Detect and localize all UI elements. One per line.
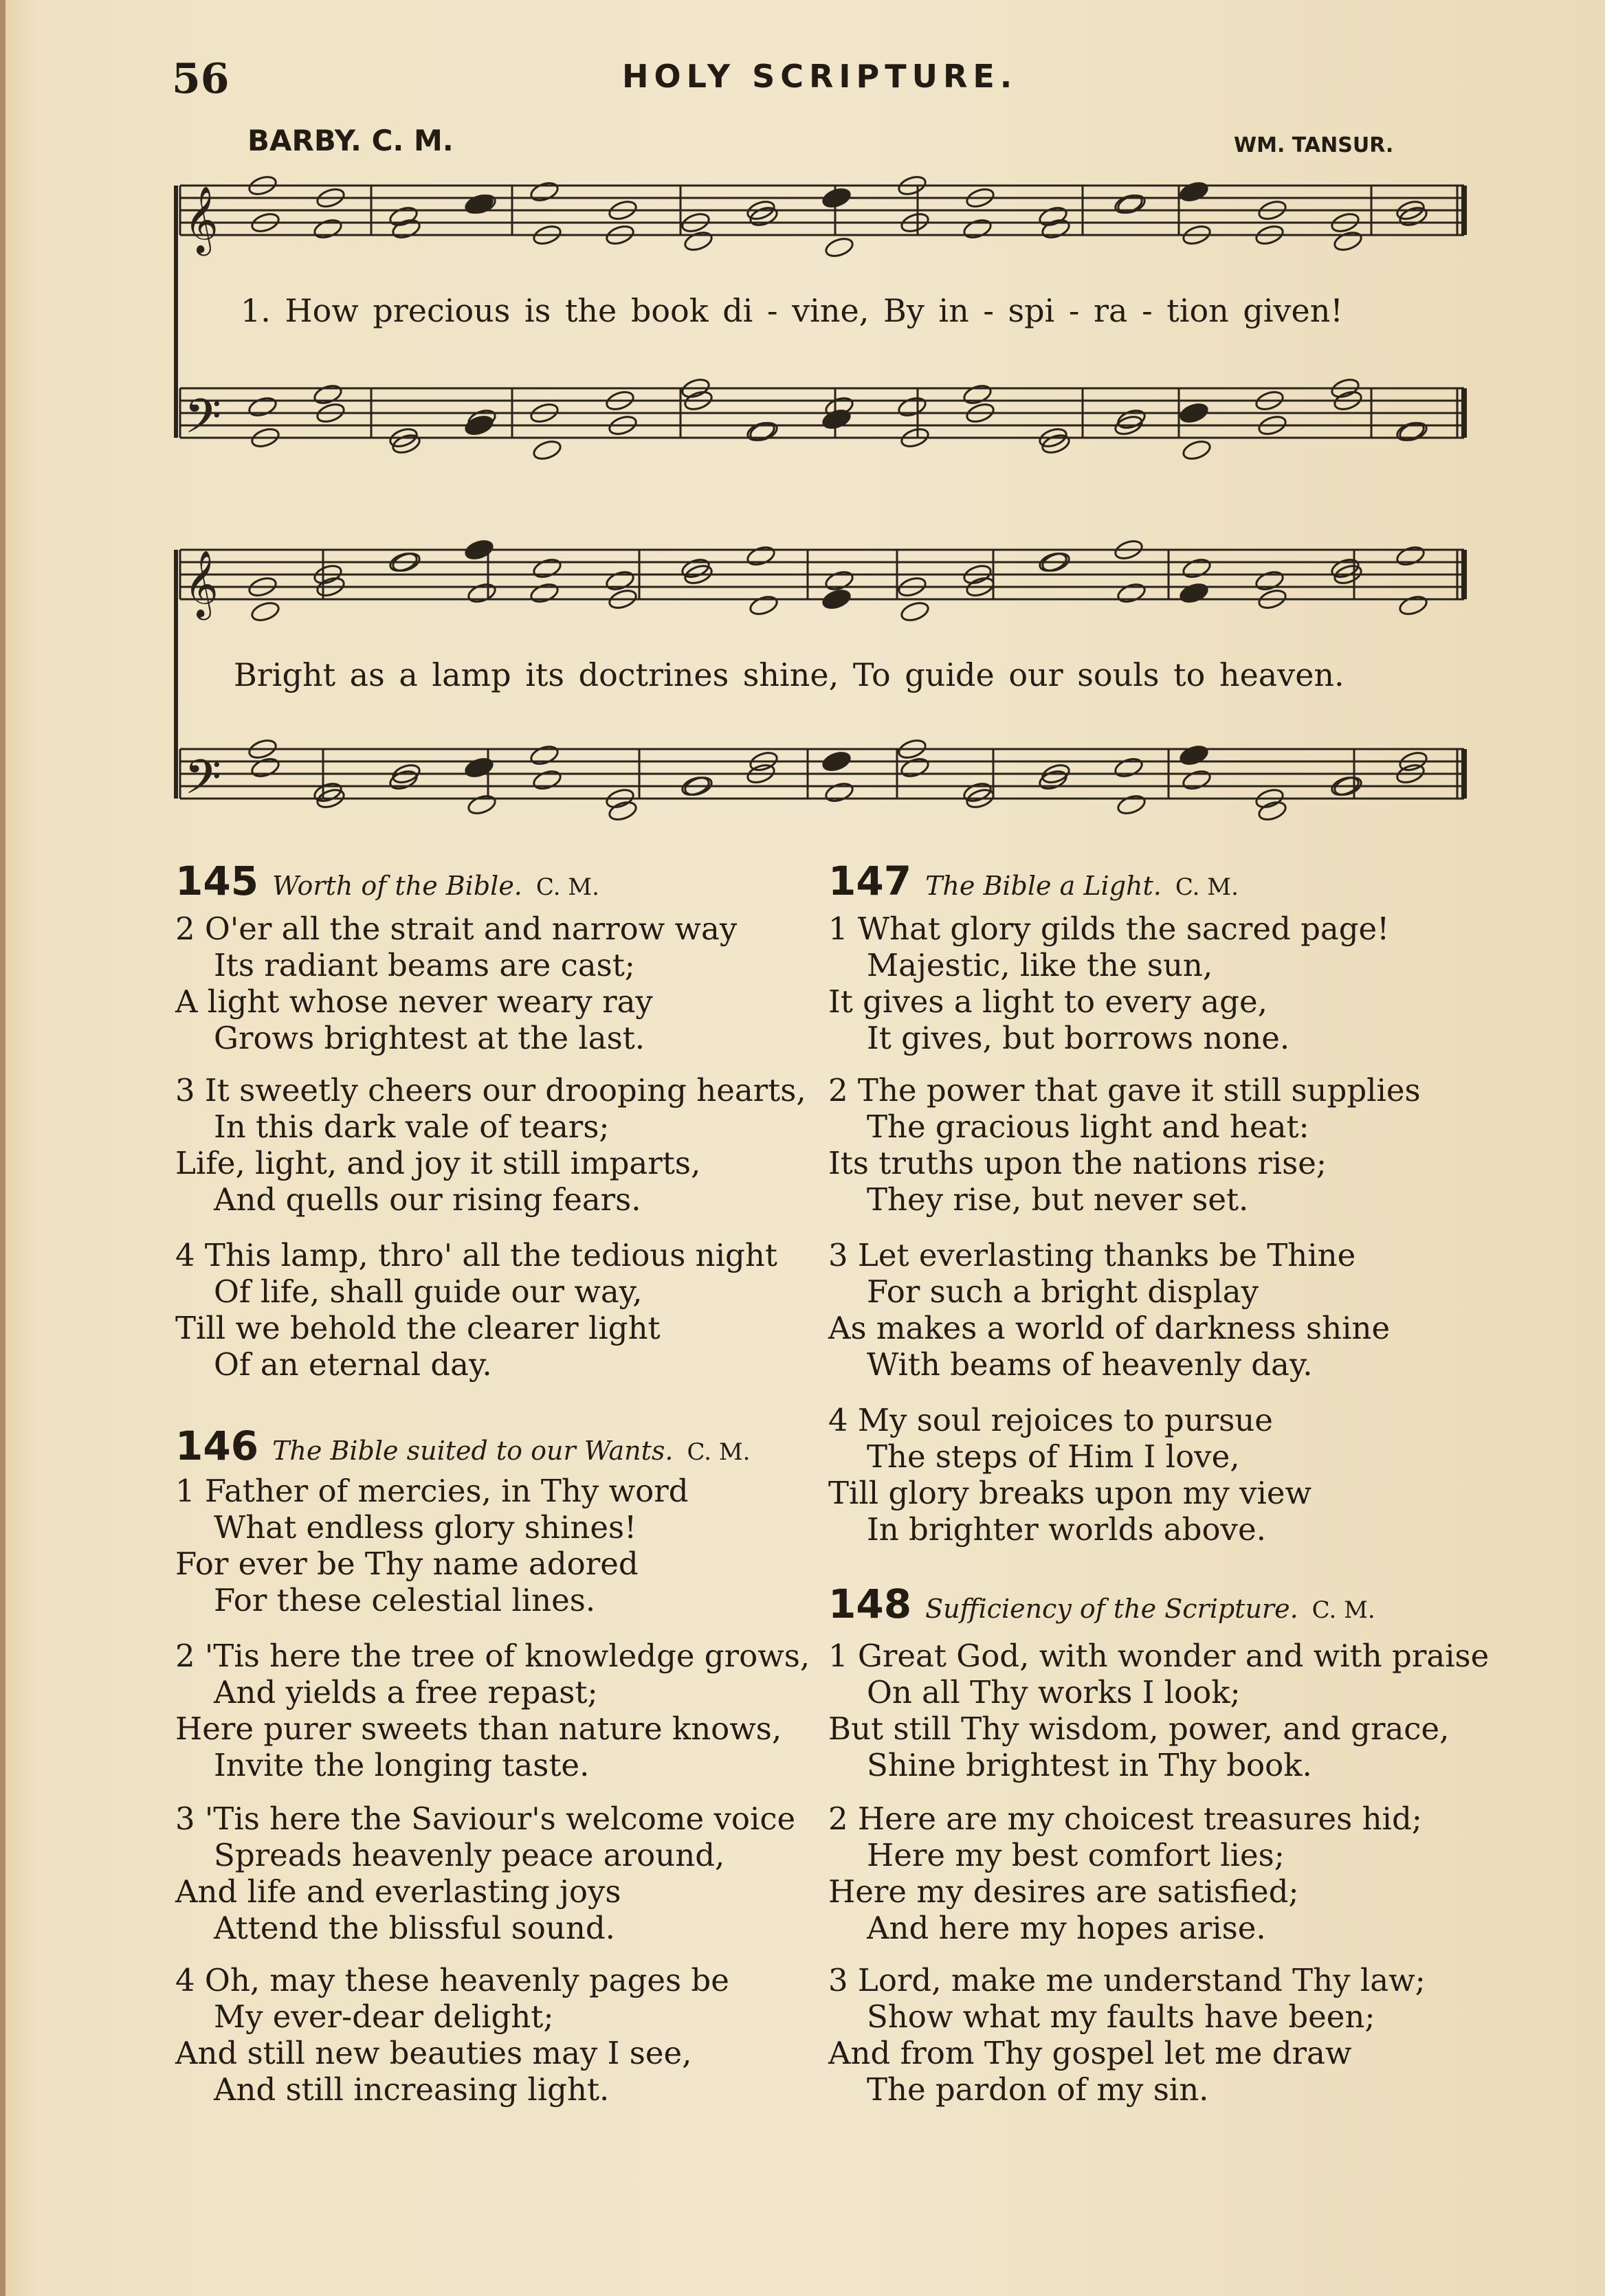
verse-line: Invite the longing taste. [214, 1747, 590, 1783]
note-head [388, 768, 419, 792]
note-head [1116, 793, 1147, 816]
note-head [1116, 192, 1147, 216]
verse-line: On all Thy works I look; [867, 1674, 1241, 1710]
note-head [821, 186, 852, 210]
note-head [1116, 581, 1147, 605]
note-head [463, 756, 494, 779]
note-head [250, 600, 280, 623]
clef-icon: 𝄢 [184, 749, 222, 816]
note-head [250, 756, 280, 779]
running-title: HOLY SCRIPTURE. [622, 58, 1018, 95]
stanza-146-3 [175, 1801, 795, 1946]
verse-line: The pardon of my sin. [867, 2071, 1209, 2108]
note-head [390, 217, 421, 241]
note-head [388, 205, 419, 228]
note-head [1116, 408, 1147, 431]
hymn-title: The Bible suited to our Wants. [272, 1436, 674, 1466]
note-head [1178, 581, 1209, 605]
verse-line: In brighter worlds above. [867, 1511, 1266, 1548]
stanza-147-4 [828, 1402, 1311, 1548]
verse-line: For ever be Thy name adored [175, 1546, 639, 1582]
tune-name: BARBY. C. M. [247, 124, 454, 157]
note-head [607, 799, 638, 823]
note-head [1332, 230, 1363, 253]
verse-line: Its radiant beams are cast; [214, 947, 635, 983]
note-head [823, 781, 854, 804]
note-head [529, 744, 560, 767]
verse-line: Shine brightest in Thy book. [867, 1747, 1312, 1783]
verse-line: 4 My soul rejoices to pursue [828, 1402, 1273, 1438]
note-head [1254, 569, 1285, 592]
verse-line: And still new beauties may I see, [175, 2035, 692, 2071]
note-head [899, 756, 930, 779]
verse-line: In this dark vale of tears; [214, 1108, 610, 1145]
note-head [1181, 557, 1212, 580]
verse-line: And yields a free repast; [214, 1674, 598, 1710]
stanza-147-2 [828, 1072, 1421, 1218]
note-head [962, 383, 993, 406]
verse-line: Of an eternal day. [214, 1346, 492, 1383]
verse-line: Till glory breaks upon my view [828, 1475, 1311, 1511]
note-head [748, 594, 779, 617]
note-head [463, 414, 494, 437]
verse-line: Show what my faults have been; [867, 1998, 1375, 2035]
note-head [466, 793, 497, 816]
note-head [1397, 594, 1428, 617]
hymn-number: 145 [175, 858, 259, 904]
note-head [529, 180, 560, 203]
hymn-meter: C. M. [1175, 873, 1239, 901]
note-head [1037, 768, 1068, 792]
verse-line: And here my hopes arise. [867, 1910, 1266, 1946]
page-number: 56 [172, 55, 230, 103]
note-head [531, 557, 562, 580]
stanza-148-3 [828, 1962, 1426, 2108]
verse-line: 3 It sweetly cheers our drooping hearts, [175, 1072, 806, 1108]
note-head [745, 544, 776, 568]
note-head [962, 217, 993, 241]
verse-line: 2 Here are my choicest treasures hid; [828, 1801, 1422, 1837]
verse-line: What endless glory shines! [214, 1509, 637, 1546]
verse-line: 4 This lamp, thro' all the tedious night [175, 1237, 777, 1273]
verse-line: Here purer sweets than nature knows, [175, 1710, 782, 1747]
verse-line: And still increasing light. [214, 2071, 610, 2108]
note-head [683, 230, 713, 253]
note-head [821, 750, 852, 773]
stanza-146-1 [175, 1473, 689, 1618]
stanza-147-1 [828, 911, 1389, 1056]
verse-line: Here my best comfort lies; [867, 1837, 1285, 1873]
verse-line: 3 Let everlasting thanks be Thine [828, 1237, 1356, 1273]
note-head [1397, 420, 1428, 443]
lyric-line-1: 1. How precious is the book di - vine, By in - spi - ra - tion given! [241, 292, 1343, 329]
hymn-title: Worth of the Bible. [272, 871, 522, 901]
verse-line: With beams of heavenly day. [867, 1346, 1313, 1383]
verse-line: Till we behold the clearer light [175, 1310, 661, 1346]
verse-line: But still Thy wisdom, power, and grace, [828, 1710, 1450, 1747]
clef-icon: 𝄢 [184, 388, 222, 456]
note-head [1181, 438, 1212, 462]
music-notes [247, 174, 1428, 823]
music-score [0, 0, 1605, 825]
hymn-heading-145 [175, 858, 599, 904]
clef-icon: 𝄞 [184, 550, 219, 617]
verse-line: 4 Oh, may these heavenly pages be [175, 1962, 729, 1998]
hymn-meter: C. M. [1311, 1596, 1375, 1624]
note-head [1037, 205, 1068, 228]
verse-line: It gives, but borrows none. [867, 1020, 1290, 1056]
note-head [531, 438, 562, 462]
hymn-meter: C. M. [687, 1438, 751, 1466]
stanza-145-2 [175, 911, 737, 1056]
verse-line: Majestic, like the sun, [867, 947, 1213, 983]
note-head [466, 581, 497, 605]
stanza-148-2 [828, 1801, 1422, 1946]
verse-line: Here my desires are satisfied; [828, 1873, 1299, 1910]
verse-line: And quells our rising fears. [214, 1181, 641, 1218]
verse-line: 2 'Tis here the tree of knowledge grows, [175, 1638, 810, 1674]
hymn-meter: C. M. [535, 873, 599, 901]
hymn-heading-148 [828, 1581, 1375, 1627]
lyric-line-2: Bright as a lamp its doctrines shine, To guide our souls to heaven. [234, 656, 1344, 693]
verse-line: 1 Father of mercies, in Thy word [175, 1473, 689, 1509]
verse-line: For such a bright display [867, 1273, 1259, 1310]
note-head [463, 538, 494, 561]
verse-line: Spreads heavenly peace around, [214, 1837, 725, 1873]
composer-name: WM. TANSUR. [1234, 133, 1394, 157]
stanza-148-1 [828, 1638, 1489, 1783]
note-head [1178, 744, 1209, 767]
note-head [1178, 401, 1209, 425]
stanza-147-3 [828, 1237, 1390, 1383]
verse-line: 2 The power that gave it still supplies [828, 1072, 1421, 1108]
note-head [1040, 217, 1071, 241]
verse-line: The gracious light and heat: [867, 1108, 1309, 1145]
note-head [1113, 756, 1144, 779]
verse-line: 1 What glory gilds the sacred page! [828, 911, 1390, 947]
note-head [823, 569, 854, 592]
stanza-145-4 [175, 1237, 777, 1383]
hymn-heading-147 [828, 858, 1239, 904]
verse-line: As makes a world of darkness shine [828, 1310, 1391, 1346]
note-head [821, 588, 852, 611]
note-head [899, 600, 930, 623]
note-head [312, 383, 343, 406]
verse-line: A light whose never weary ray [175, 983, 653, 1020]
hymn-number: 148 [828, 1581, 912, 1627]
hymn-heading-146 [175, 1423, 750, 1469]
note-head [1257, 799, 1287, 823]
stanza-146-4 [175, 1962, 729, 2108]
verse-line: They rise, but never set. [867, 1181, 1249, 1218]
note-head [1178, 180, 1209, 203]
note-head [1395, 544, 1426, 568]
verse-line: Its truths upon the nations rise; [828, 1145, 1327, 1181]
note-head [604, 569, 635, 592]
verse-line: Grows brightest at the last. [214, 1020, 645, 1056]
verse-line: 1 Great God, with wonder and with praise [828, 1638, 1490, 1674]
verse-line: Of life, shall guide our way, [214, 1273, 643, 1310]
clef-icon: 𝄞 [184, 186, 219, 253]
note-head [748, 420, 779, 443]
note-head [529, 581, 560, 605]
verse-line: And from Thy gospel let me draw [828, 2035, 1352, 2071]
note-head [247, 395, 278, 419]
hymn-number: 146 [175, 1423, 259, 1469]
verse-line: And life and everlasting joys [175, 1873, 621, 1910]
stanza-146-2 [175, 1638, 810, 1783]
verse-line: 2 O'er all the strait and narrow way [175, 911, 738, 947]
verse-line: 3 Lord, make me understand Thy law; [828, 1962, 1426, 1998]
verse-line: 3 'Tis here the Saviour's welcome voice [175, 1801, 796, 1837]
note-head [823, 236, 854, 259]
note-head [896, 395, 927, 419]
verse-line: It gives a light to every age, [828, 983, 1268, 1020]
hymn-title: Sufficiency of the Scripture. [925, 1594, 1298, 1624]
note-head [531, 768, 562, 792]
verse-line: The steps of Him I love, [867, 1438, 1240, 1475]
verse-line: Attend the blissful sound. [214, 1910, 615, 1946]
hymn-number: 147 [828, 858, 912, 904]
staff-lines [176, 186, 1464, 816]
verse-line: For these celestial lines. [214, 1582, 596, 1618]
hymn-title: The Bible a Light. [925, 871, 1162, 901]
note-head [312, 217, 343, 241]
verse-line: My ever-dear delight; [214, 1998, 554, 2035]
stanza-145-3 [175, 1072, 806, 1218]
note-head [1181, 768, 1212, 792]
verse-line: Life, light, and joy it still imparts, [175, 1145, 701, 1181]
